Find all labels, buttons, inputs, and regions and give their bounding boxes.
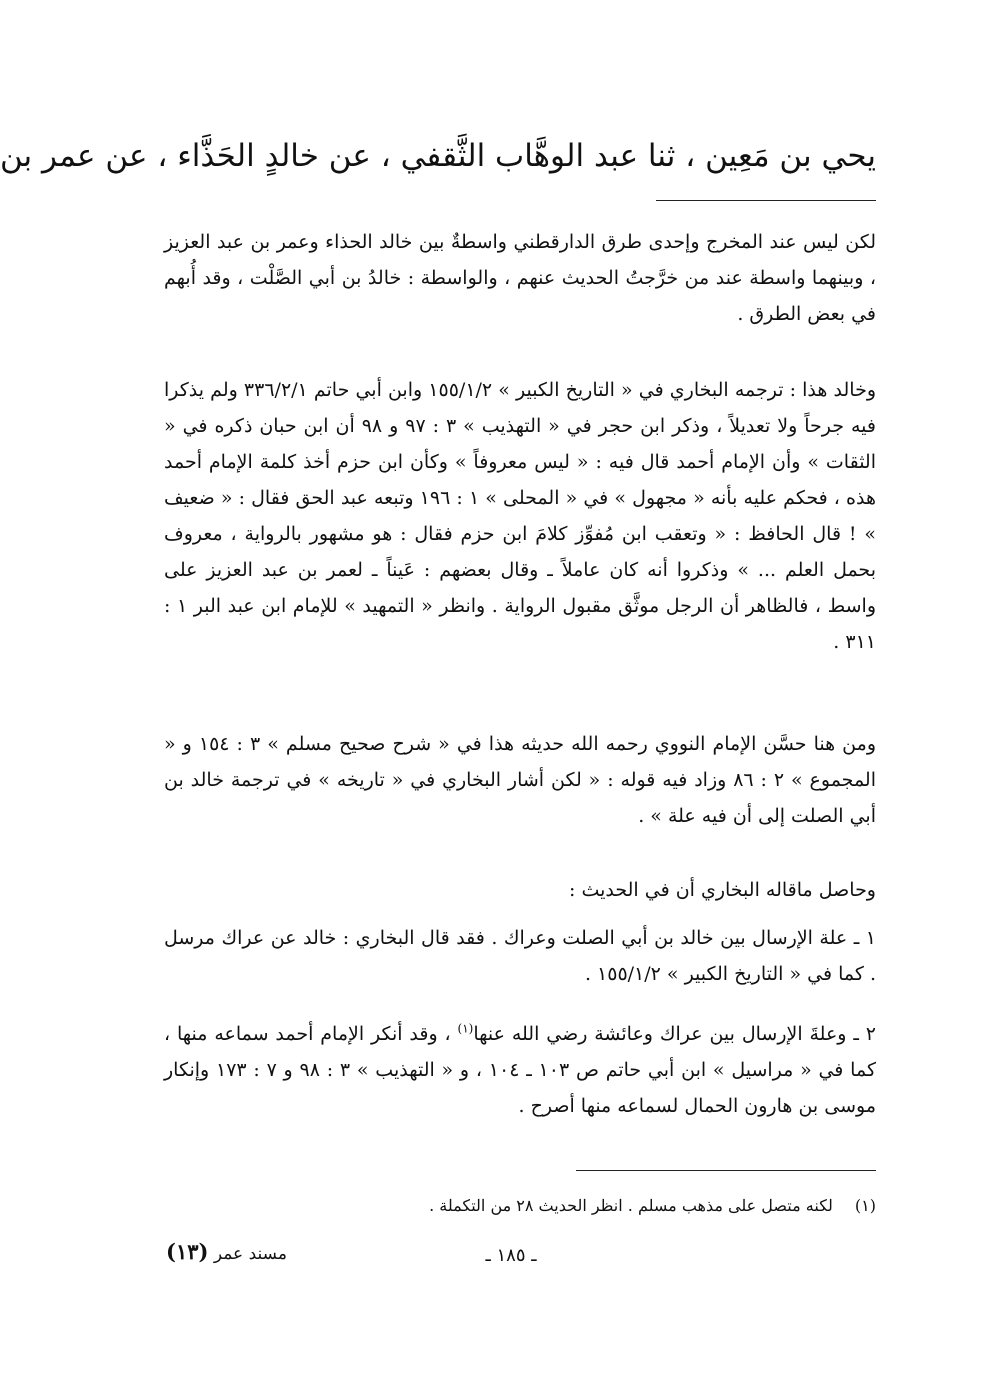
page-number: ـ ١٨٥ ـ bbox=[485, 1245, 537, 1266]
paragraph-4: وحاصل ماقاله البخاري أن في الحديث : bbox=[569, 879, 876, 901]
heading-divider bbox=[656, 200, 876, 201]
paragraph-6-text-end: ، وقد أنكر الإمام أحمد سماعه منها ، كما في « مراسيل » ابن أبي حاتم ص ١٠٣ ـ ١٠٤ ، و « التهذيب » ٣ : ٩٨ و ٧ : ١٧٣ وإنكار موسى بن هارون الحمال لسماعه منها أصرح . bbox=[164, 1023, 876, 1117]
footnote-reference: (١) bbox=[457, 1021, 474, 1036]
paragraph-6-text-start: ٢ ـ وعلةَ الإرسال بين عراك وعائشة رضي الله عنها bbox=[473, 1023, 876, 1045]
footnote-text: لكنه متصل على مذهب مسلم . انظر الحديث ٢٨ من التكملة . bbox=[429, 1196, 833, 1215]
paragraph-5: ١ ـ علة الإرسال بين خالد بن أبي الصلت وعراك . فقد قال البخاري : خالد عن عراك مرسل . كما في « التاريخ الكبير » ١٥٥/١/٢ . bbox=[164, 927, 876, 985]
paragraph-6 bbox=[164, 1016, 876, 1124]
volume-number: (١٣) bbox=[166, 1239, 209, 1264]
book-signature bbox=[166, 1236, 287, 1270]
book-title: مسند عمر bbox=[213, 1244, 287, 1264]
footnote-divider bbox=[576, 1170, 876, 1171]
paragraph-3: ومن هنا حسَّن الإمام النووي رحمه الله حديثه هذا في « شرح صحيح مسلم » ٣ : ١٥٤ و « المجموع » ٢ : ٨٦ وزاد فيه قوله : « لكن أشار البخاري في « تاريخه » في ترجمة خالد بن أبي الصلت إلى أن فيه علة » . bbox=[164, 733, 876, 827]
footnote-number: (١) bbox=[854, 1196, 876, 1215]
paragraph-1: لكن ليس عند المخرج وإحدى طرق الدارقطني واسطةٌ بين خالد الحذاء وعمر بن عبد العزيز ، وبينهما واسطة عند من خرَّجتُ الحديث عنهم ، والواسطة : خالدُ بن أبي الصَّلْت ، وقد أُبهم في بعض الطرق . bbox=[164, 231, 876, 325]
paragraph-2: وخالد هذا : ترجمه البخاري في « التاريخ الكبير » ١٥٥/١/٢ وابن أبي حاتم ٣٣٦/٢/١ ولم يذكرا فيه جرحاً ولا تعديلاً ، وذكر ابن حجر في « التهذيب » ٣ : ٩٧ و ٩٨ أن ابن حبان ذكره في « الثقات » وأن الإمام أحمد قال فيه : « ليس معروفاً » وكأن ابن حزم أخذ كلمة الإمام أحمد هذه ، فحكم عليه بأنه « مجهول » في « المحلى » ١ : ١٩٦ وتبعه عبد الحق فقال : « ضعيف » ! قال الحافظ : « وتعقب ابن مُفوِّز كلامَ ابن حزم فقال : هو مشهور بالرواية ، معروف بحمل العلم ... » وذكروا أنه كان عاملاً ـ وقال بعضهم : عَيناً ـ لعمر بن عبد العزيز على واسط ، فالظاهر أن الرجل موثَّق مقبول الرواية . وانظر « التمهيد » للإمام ابن عبد البر ١ : ٣١١ . bbox=[164, 379, 877, 653]
page-heading: يحي بن مَعِين ، ثنا عبد الوهَّاب الثَّقفي ، عن خالدٍ الحَذَّاء ، عن عمر بن bbox=[0, 138, 876, 174]
footnote bbox=[164, 1192, 876, 1220]
